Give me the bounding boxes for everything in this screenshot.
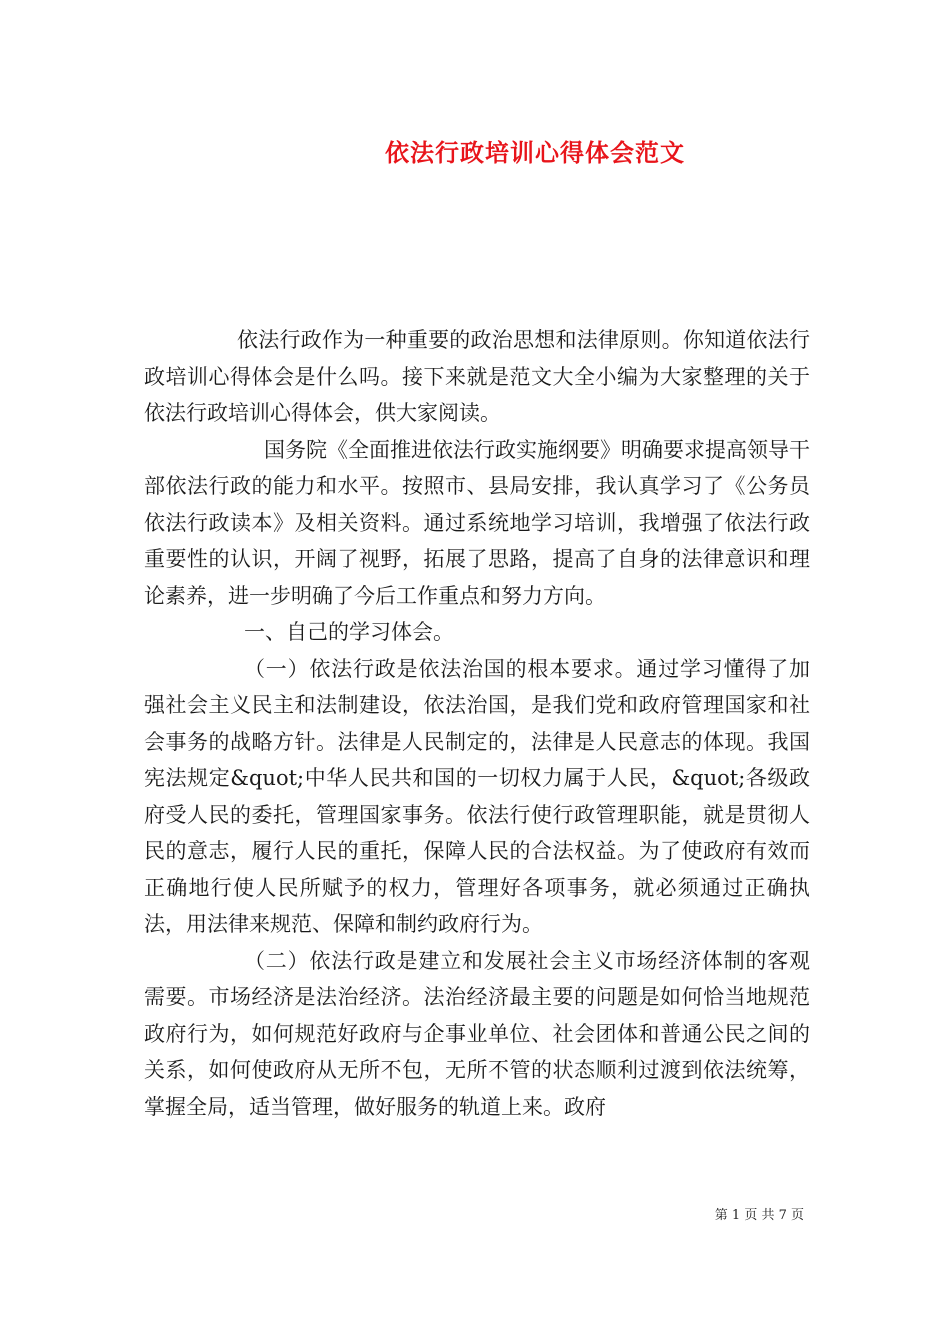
paragraph-intro: 依法行政作为一种重要的政治思想和法律原则。你知道依法行政培训心得体会是什么吗。接下来就是范文大全小编为大家整理的关于依法行政培训心得体会，供大家阅读。 [144,328,810,425]
section-heading: 一、自己的学习体会。 [244,620,454,644]
paragraph-point-one: （一）依法行政是依法治国的根本要求。通过学习懂得了加强社会主义民主和法制建设，依法治国，是我们党和政府管理国家和社会事务的战略方针。法律是人民制定的，法律是人民意志的体现。我国宪法规定&quot;中华人民共和国的一切权力属于人民，&quot;各级政府受人民的委托，管理国家事务。依法行使行政管理职能，就是贯彻人民的意志，履行人民的重托，保障人民的合法权益。为了使政府有效而正确地行使人民所赋予的权力，管理好各项事务，就必须通过正确执法，用法律来规范、保障和制约政府行为。 [144,656,810,936]
paragraph-point-two: （二）依法行政是建立和发展社会主义市场经济体制的客观需要。市场经济是法治经济。法治经济最主要的问题是如何恰当地规范政府行为，如何规范好政府与企事业单位、社会团体和普通公民之间的关系，如何使政府从无所不包，无所不管的状态顺利过渡到依法统筹，掌握全局，适当管理，做好服务的轨道上来。政府 [144,948,810,1119]
document-body [144,322,810,1125]
paragraph-outline: 国务院《全面推进依法行政实施纲要》明确要求提高领导干部依法行政的能力和水平。按照市、县局安排，我认真学习了《公务员依法行政读本》及相关资料。通过系统地学习培训，我增强了依法行政重要性的认识，开阔了视野，拓展了思路，提高了自身的法律意识和理论素养，进一步明确了今后工作重点和努力方向。 [144,437,810,608]
document-title: 依法行政培训心得体会范文 [385,138,685,167]
page-number-footer: 第 1 页 共 7 页 [714,1208,804,1223]
